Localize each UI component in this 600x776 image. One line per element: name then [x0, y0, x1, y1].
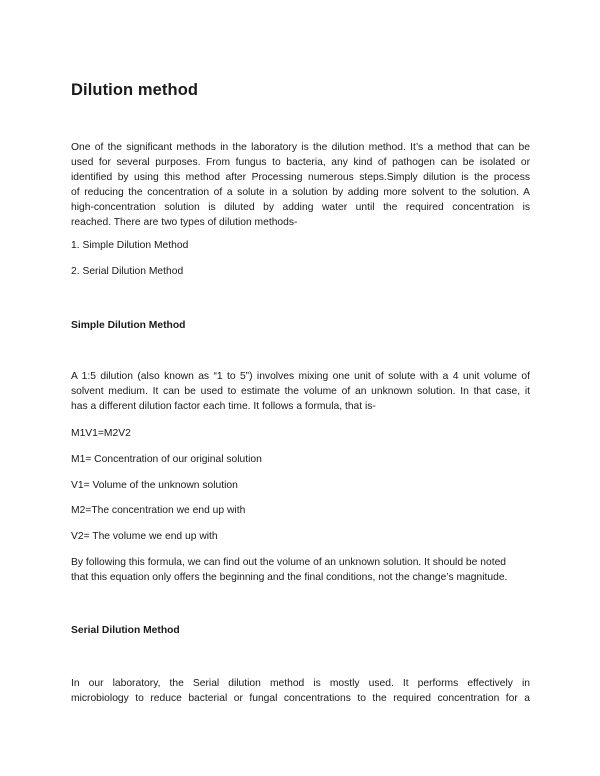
simple-para-line: A 1:5 dilution (also known as “1 to 5”) involves mixing one unit of solute with a 4 unit volume of: [71, 371, 530, 382]
intro-line: identified by using this method after Processing numerous steps.Simply dilution is the process: [71, 172, 530, 183]
simple-paragraph: [71, 369, 530, 414]
intro-line: used for several purposes. From fungus to bacteria, any kind of pathogen can be isolated or: [71, 157, 530, 168]
document-title: Dilution method: [71, 81, 199, 99]
simple-para-line: solvent medium. It can be used to estimate the volume of an unknown solution. In that case, it: [71, 386, 530, 397]
intro-line: of reducing the concentration of a solute in a solution by adding more solvent to the solution. A: [71, 187, 530, 198]
definition-m1: M1= Concentration of our original solution: [71, 454, 262, 465]
simple-closing-paragraph: [71, 555, 530, 585]
intro-line: reached. There are two types of dilution methods-: [71, 217, 298, 228]
list-item-serial: 2. Serial Dilution Method: [71, 266, 184, 277]
intro-paragraph: [71, 140, 530, 230]
section-heading-simple: Simple Dilution Method: [71, 320, 186, 331]
serial-paragraph: [71, 676, 530, 706]
closing-line: that this equation only offers the beginning and the final conditions, not the change’s magnitude.: [71, 572, 508, 583]
section-heading-serial: Serial Dilution Method: [71, 625, 180, 636]
formula: M1V1=M2V2: [71, 428, 131, 439]
intro-line: high-concentration solution is diluted by adding water until the required concentration is: [71, 202, 530, 213]
definition-v1: V1= Volume of the unknown solution: [71, 480, 238, 491]
definition-v2: V2= The volume we end up with: [71, 531, 218, 542]
simple-para-line: has a different dilution factor each time. It follows a formula, that is-: [71, 401, 376, 412]
list-item-simple: 1. Simple Dilution Method: [71, 240, 189, 251]
serial-para-line: microbiology to reduce bacterial or fungal concentrations to the required concentration for a: [71, 693, 530, 704]
definition-m2: M2=The concentration we end up with: [71, 505, 246, 516]
closing-line: By following this formula, we can find out the volume of an unknown solution. It should be noted: [71, 557, 507, 568]
intro-line: One of the significant methods in the laboratory is the dilution method. It’s a method that can be: [71, 142, 530, 153]
serial-para-line: In our laboratory, the Serial dilution method is mostly used. It performs effectively in: [71, 678, 530, 689]
